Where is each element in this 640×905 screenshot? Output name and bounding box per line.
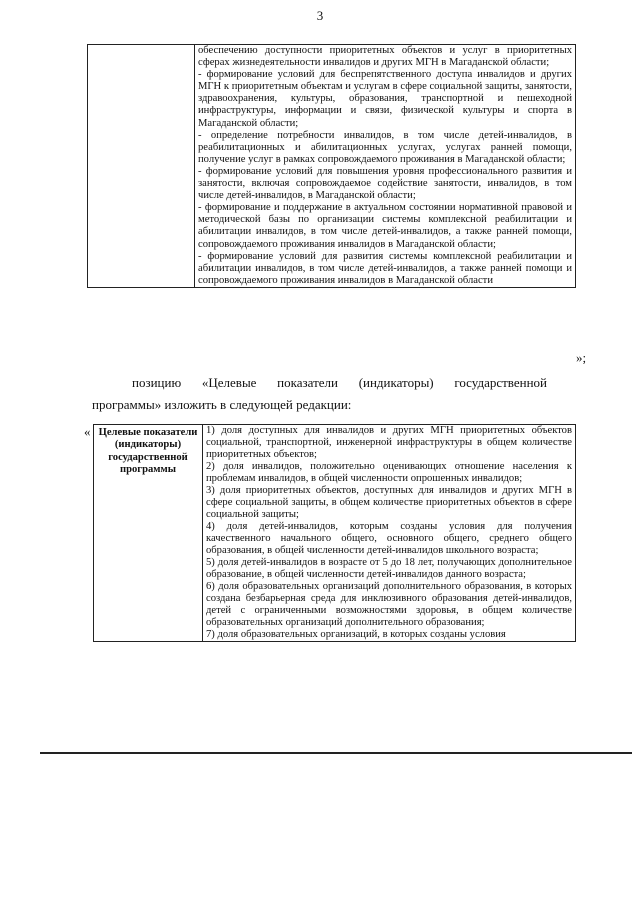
- indicator-item: 1) доля доступных для инвалидов и других МГН приоритетных объектов социальной, транспортной, инженерной инфраструктуры в общем количестве приоритетных объектов;: [206, 425, 572, 460]
- tasks-cell: [195, 45, 576, 288]
- body-paragraph: позицию «Целевые показатели (индикаторы) государственной: [132, 375, 547, 390]
- tasks-item: - формирование условий для развития системы комплексной реабилитации и абилитации инвалидов, в том числе детей-инвалидов, а также ранней помощи и сопровождаемого проживания инвалидов в Магаданской области: [198, 250, 572, 286]
- indicators-cell: [203, 425, 576, 642]
- tasks-item: обеспечению доступности приоритетных объектов и услуг в приоритетных сферах жизнедеятельности инвалидов и других МГН в Магаданской области;: [198, 45, 572, 69]
- indicator-item: 6) доля образовательных организаций дополнительного образования, в которых создана безбарьерная среда для инклюзивного образования детей-инвалидов, детей с ограниченными возможностями здоровья, в общем количестве образовательных организаций дополнительного образования;: [206, 581, 572, 628]
- closing-quote: »;: [576, 350, 587, 365]
- indicators-table: [93, 424, 576, 642]
- page-number: 3: [316, 8, 324, 23]
- indicator-item: 4) доля детей-инвалидов, которым созданы условия для получения качественного начального общего, основного общего, среднего общего образования, в общей численности детей-инвалидов школьного возраста;: [206, 521, 572, 556]
- indicator-item: 2) доля инвалидов, положительно оценивающих отношение населения к проблемам инвалидов, в общей численности опрошенных инвалидов;: [206, 461, 572, 484]
- empty-label-cell: [88, 45, 195, 288]
- goals-table-continuation: [87, 44, 576, 288]
- opening-quote: «: [84, 424, 91, 439]
- tasks-item: - определение потребности инвалидов, в том числе детей-инвалидов, в реабилитационных и абилитационных услугах, услугах ранней помощи, получение услуг в рамках сопровождаемого проживания в Магаданской области;: [198, 129, 572, 165]
- body-paragraph: программы» изложить в следующей редакции:: [92, 397, 352, 412]
- indicator-item: 7) доля образовательных организаций, в которых созданы условия: [206, 629, 506, 640]
- indicators-label-cell: [94, 425, 203, 642]
- indicator-item: 3) доля приоритетных объектов, доступных для инвалидов и других МГН в сфере социальной защиты, в общем количестве приоритетных объектов в сфере социальной защиты;: [206, 485, 572, 520]
- tasks-item: - формирование и поддержание в актуальном состоянии нормативной правовой и методической базы по организации системы комплексной реабилитации и абилитации инвалидов, в том числе детей-инвалидов, а также ранней помощи, сопровождаемого проживания инвалидов в Магаданской области;: [198, 202, 572, 250]
- tasks-item: - формирование условий для беспрепятственного доступа инвалидов и других МГН к приоритетным объектам и услугам в сфере социальной защиты, занятости, здравоохранения, культуры, образования, транспортной и пешеходной инфраструктуры, информации и связи, физической культуры и спорта в Магаданской области;: [198, 69, 572, 129]
- tasks-item: - формирование условий для повышения уровня профессионального развития и занятости, включая сопровождаемое содействие занятости, инвалидов, в том числе детей-инвалидов, в Магаданской области;: [198, 165, 572, 202]
- indicator-item: 5) доля детей-инвалидов в возрасте от 5 до 18 лет, получающих дополнительное образование, в общей численности детей-инвалидов данного возраста;: [206, 557, 572, 580]
- page-divider: [40, 752, 632, 754]
- indicators-label: Целевые показатели (индикаторы) государственной программы: [98, 427, 198, 475]
